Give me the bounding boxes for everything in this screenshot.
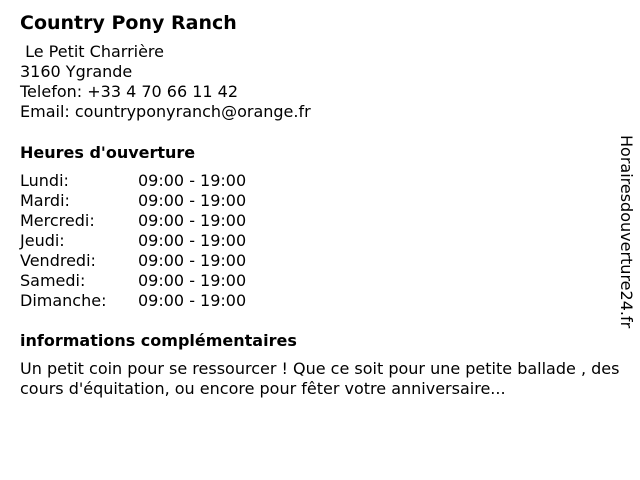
info-heading: informations complémentaires bbox=[20, 331, 297, 350]
site-watermark: Horairesdouverture24.fr bbox=[617, 135, 636, 329]
hours-table bbox=[20, 171, 610, 311]
hours-row-wednesday bbox=[20, 211, 610, 231]
address-city: 3160 Ygrande bbox=[20, 62, 133, 81]
address-street: Le Petit Charrière bbox=[20, 42, 164, 61]
day-label: Lundi: bbox=[20, 171, 69, 190]
day-label: Samedi: bbox=[20, 271, 86, 290]
day-label: Mardi: bbox=[20, 191, 70, 210]
hours-row-monday bbox=[20, 171, 610, 191]
time-range: 09:00 - 19:00 bbox=[138, 191, 247, 210]
day-label: Dimanche: bbox=[20, 291, 107, 310]
hours-row-sunday bbox=[20, 291, 610, 311]
hours-row-tuesday bbox=[20, 191, 610, 211]
business-name: Country Pony Ranch bbox=[20, 12, 237, 34]
day-label: Mercredi: bbox=[20, 211, 95, 230]
hours-row-saturday bbox=[20, 271, 610, 291]
day-label: Jeudi: bbox=[20, 231, 65, 250]
time-range: 09:00 - 19:00 bbox=[138, 251, 247, 270]
hours-row-friday bbox=[20, 251, 610, 271]
time-range: 09:00 - 19:00 bbox=[138, 211, 247, 230]
business-card bbox=[20, 11, 620, 399]
time-range: 09:00 - 19:00 bbox=[138, 171, 247, 190]
info-description: Un petit coin pour se ressourcer ! Que ce soit pour une petite ballade , des cours d'équitation, ou encore pour fêter votre anniversaire... bbox=[20, 359, 620, 398]
hours-row-thursday bbox=[20, 231, 610, 251]
time-range: 09:00 - 19:00 bbox=[138, 231, 247, 250]
day-label: Vendredi: bbox=[20, 251, 96, 270]
email-line: Email: countryponyranch@orange.fr bbox=[20, 102, 311, 121]
time-range: 09:00 - 19:00 bbox=[138, 291, 247, 310]
phone-line: Telefon: +33 4 70 66 11 42 bbox=[20, 82, 239, 101]
hours-heading: Heures d'ouverture bbox=[20, 143, 196, 162]
time-range: 09:00 - 19:00 bbox=[138, 271, 247, 290]
